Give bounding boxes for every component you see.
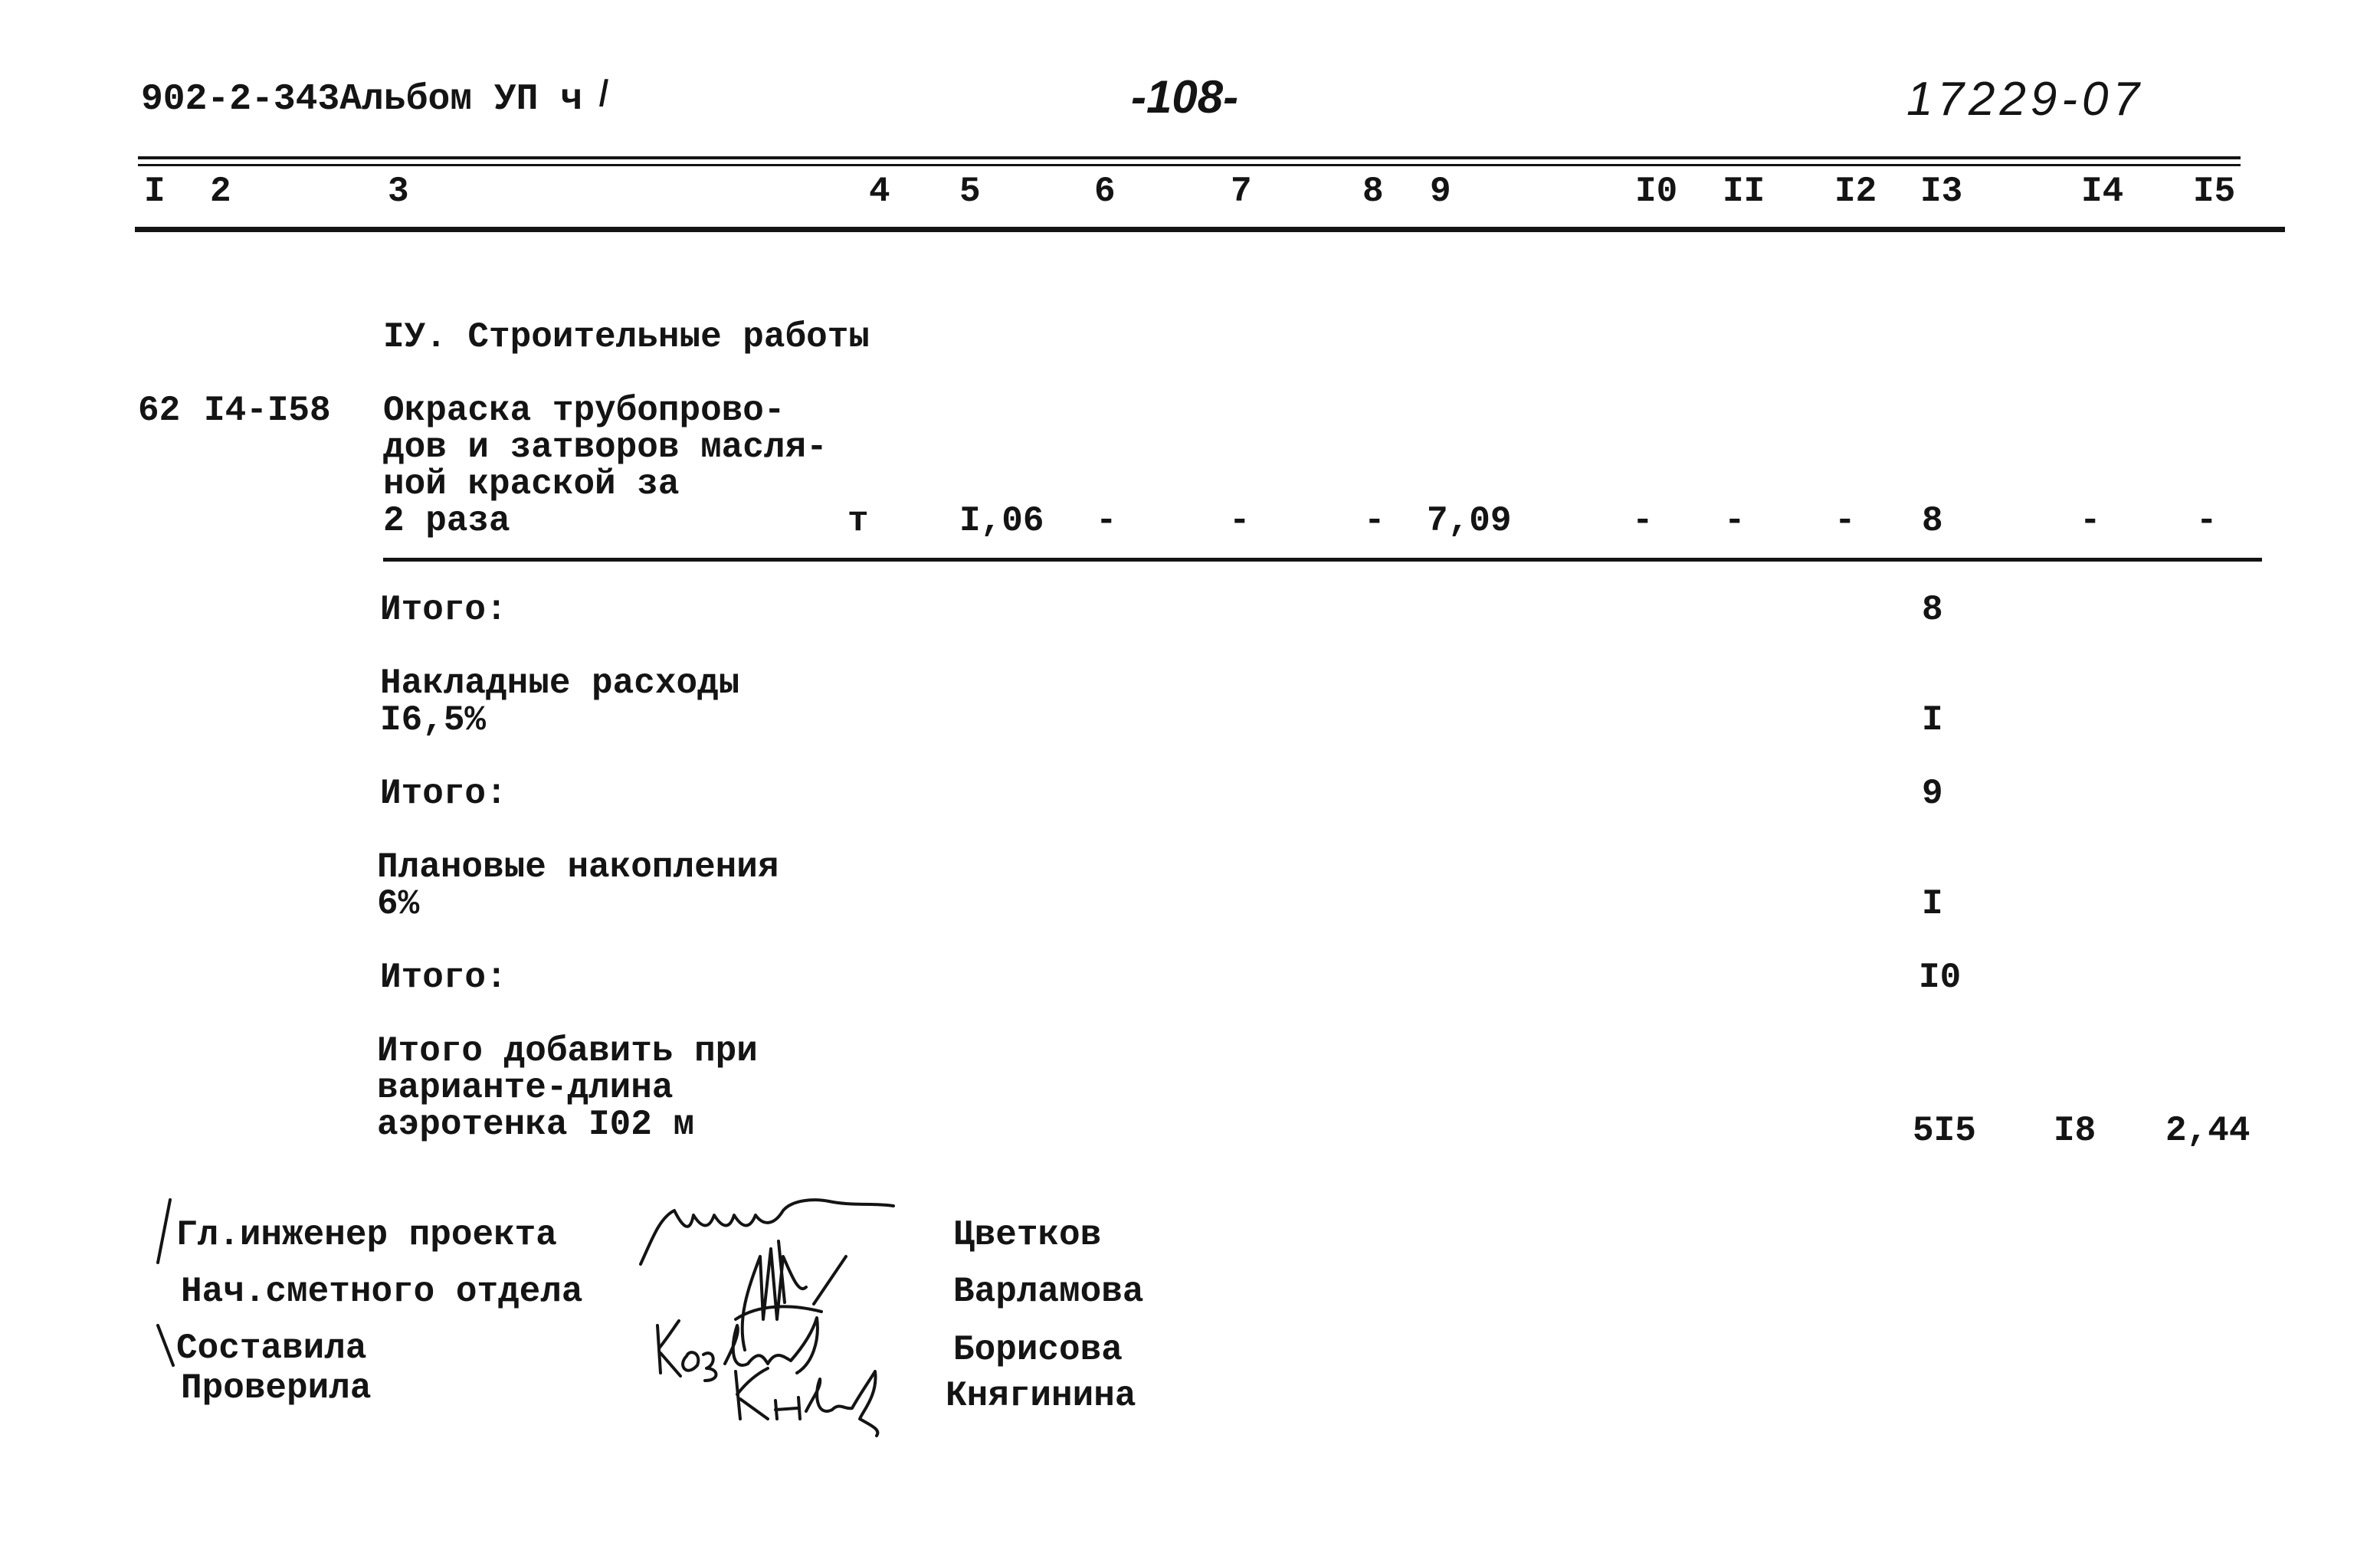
overhead-rate: I6,5%: [380, 700, 487, 740]
column-number: I2: [1834, 172, 1877, 211]
approval-role: Проверила: [181, 1368, 372, 1408]
variant-total-label-line: аэротенка I02 м: [377, 1105, 695, 1145]
item-col8: -: [1364, 501, 1385, 541]
column-number: I4: [2081, 172, 2124, 211]
item-col12: -: [1834, 501, 1856, 541]
approval-role: Составила: [176, 1328, 367, 1368]
approval-role: Нач.сметного отдела: [181, 1272, 583, 1312]
planned-savings-rate: 6%: [377, 884, 420, 924]
signature-compiler: [657, 1318, 818, 1381]
variant-total-col15: 2,44: [2165, 1111, 2251, 1151]
total-label: Итого:: [380, 590, 507, 630]
total-value: 8: [1922, 590, 1943, 630]
album-reference: 902-2-343Альбом УП ч: [141, 79, 583, 120]
column-number: 4: [869, 172, 890, 211]
section-title: IУ. Строительные работы: [383, 317, 870, 357]
item-col5: I,06: [959, 501, 1044, 541]
total-value: I0: [1919, 958, 1962, 998]
description-line: Окраска трубопрово-: [383, 391, 785, 431]
variant-total-col14: I8: [2054, 1111, 2096, 1151]
column-number: II: [1723, 172, 1765, 211]
signature-chief-engineer: [641, 1200, 893, 1264]
total-label: Итого:: [380, 774, 507, 814]
item-col6: -: [1096, 501, 1117, 541]
column-number: I3: [1920, 172, 1963, 211]
column-number: I0: [1635, 172, 1678, 211]
approval-name: Цветков: [953, 1215, 1102, 1255]
bracket-mark-top: [158, 1200, 170, 1263]
column-number: 2: [210, 172, 231, 211]
description-line: 2 раза: [383, 501, 510, 541]
column-number: 3: [388, 172, 409, 211]
approval-name: Борисова: [953, 1330, 1123, 1370]
item-col13: 8: [1922, 501, 1943, 541]
column-number: 8: [1362, 172, 1384, 211]
item-col15: -: [2196, 501, 2218, 541]
column-number: I: [144, 172, 166, 211]
variant-total-col13: 5I5: [1913, 1111, 1976, 1151]
signature-estimate-head: [736, 1241, 846, 1350]
approval-name: Варламова: [953, 1272, 1144, 1312]
document-code: 17229-07: [1906, 73, 2145, 126]
column-number: 5: [959, 172, 981, 211]
bracket-mark-bottom: [158, 1325, 173, 1365]
planned-savings-label-line: Плановые накопления: [377, 847, 779, 887]
planned-savings-value: I: [1922, 884, 1943, 924]
album-part: I: [598, 71, 609, 116]
item-col14: -: [2080, 501, 2101, 541]
variant-total-label-line: варианте-длина: [377, 1068, 674, 1108]
rate-code: I4-I58: [204, 391, 331, 431]
item-col10: -: [1632, 501, 1654, 541]
page-number: -108-: [1131, 71, 1239, 123]
column-number: 7: [1231, 172, 1252, 211]
item-col9: 7,09: [1427, 501, 1512, 541]
column-number: 6: [1094, 172, 1116, 211]
column-number: 9: [1430, 172, 1451, 211]
signature-checker: [736, 1368, 877, 1436]
item-col7: -: [1229, 501, 1251, 541]
description-line: дов и затворов масля-: [383, 428, 828, 467]
total-label: Итого:: [380, 958, 507, 998]
item-unit: т: [847, 501, 869, 541]
overhead-value: I: [1922, 700, 1943, 740]
column-number: I5: [2193, 172, 2236, 211]
approval-role: Гл.инженер проекта: [176, 1215, 557, 1255]
description-line: ной краской за: [383, 464, 680, 504]
row-number: 62: [138, 391, 181, 431]
approval-name: Княгинина: [946, 1376, 1136, 1416]
item-col11: -: [1724, 501, 1746, 541]
variant-total-label-line: Итого добавить при: [377, 1031, 758, 1071]
total-value: 9: [1922, 774, 1943, 814]
overhead-label-line: Накладные расходы: [380, 663, 740, 703]
